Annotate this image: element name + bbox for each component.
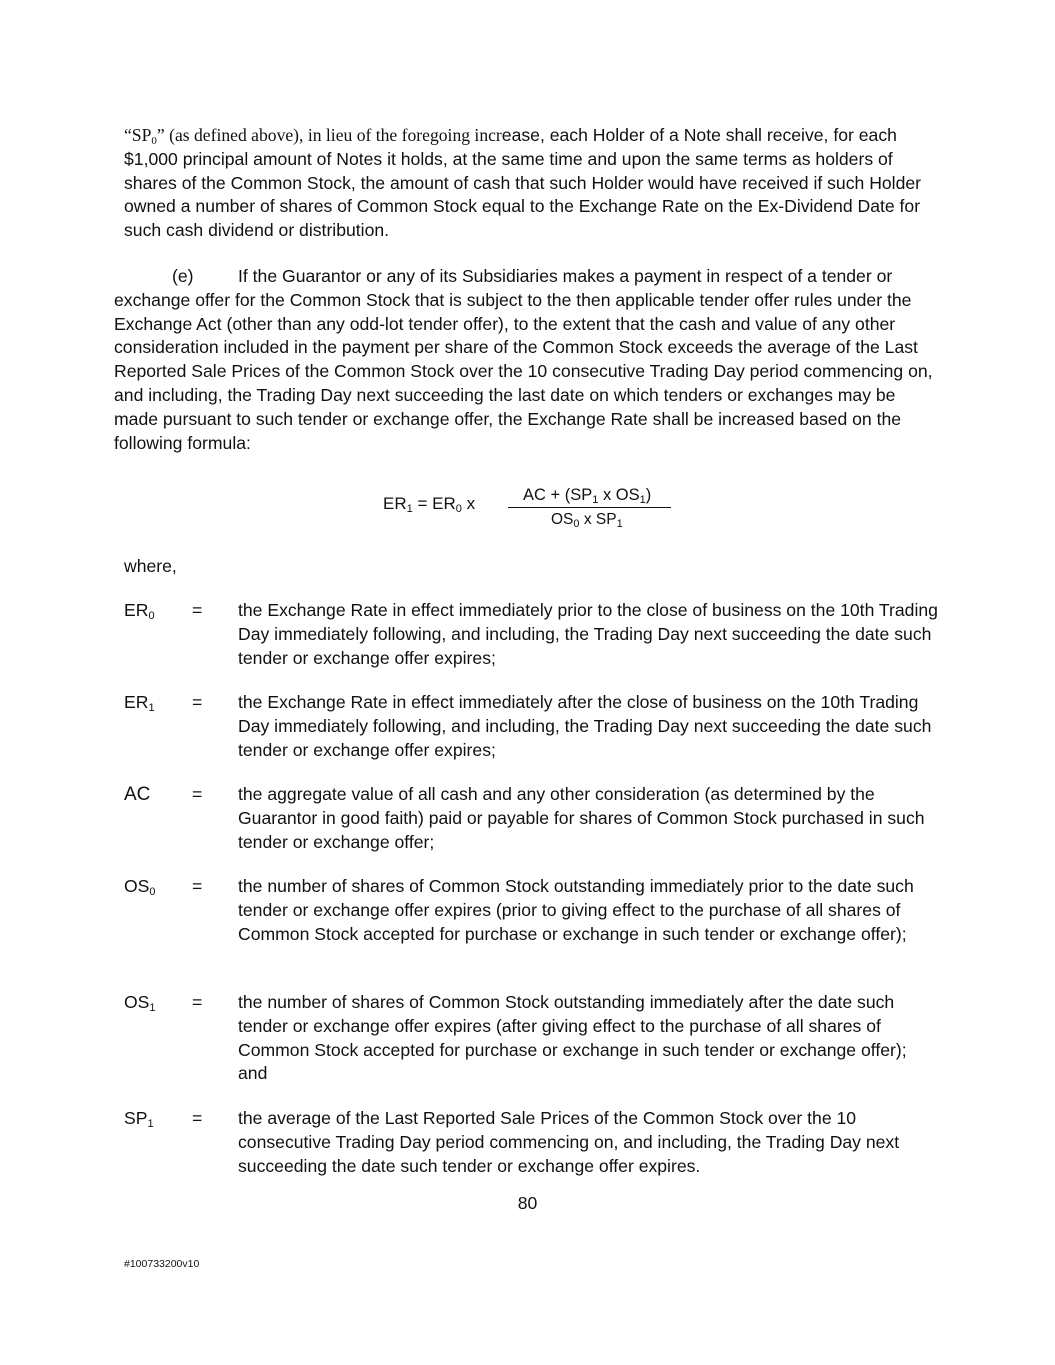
definition-equals: =	[192, 692, 203, 712]
definition-equals: =	[192, 784, 203, 804]
paragraph-serif-lead: “$SP_0$” (as defined above), in lieu of the foregoing incr	[124, 125, 502, 147]
definition-text: the number of shares of Common Stock outstanding immediately prior to the date such tender or exchange offer expires (prior to giving effect to the purchase of all shares of Common Stock accepted for purchase or exchange in such tender or exchange offer);	[238, 876, 914, 944]
definition-text: the average of the Last Reported Sale Prices of the Common Stock over the 10 consecutive Trading Day period commencing on, and including, the Trading Day next succeeding the date such tender or exchange offer expires.	[238, 1108, 900, 1176]
exchange-rate-formula	[383, 486, 683, 536]
definition-equals: =	[192, 876, 203, 896]
formula-numerator: AC + ($SP_1$ x $OS_1$)	[523, 486, 652, 506]
page-number: 80	[517, 1193, 538, 1213]
definition-equals: =	[192, 1108, 203, 1128]
definition-text: the number of shares of Common Stock outstanding immediately after the date such tender or exchange offer expires (after giving effect to the purchase of all shares of Common Stock accepted for purchase or exchange in such tender or exchange offer); and	[238, 992, 907, 1084]
paragraph-label: (e)	[172, 266, 194, 286]
definition-text: the Exchange Rate in effect immediately prior to the close of business on the 10th Trading Day immediately following, and including, the Trading Day next succeeding the date such tender or exchange offer expires;	[238, 600, 938, 668]
paragraph-continuation	[124, 124, 944, 243]
definition-sp1	[124, 1107, 944, 1178]
definition-equals: =	[192, 992, 203, 1012]
where-label: where,	[124, 556, 177, 576]
formula-lhs: $ER_1 = ER_0$ x	[383, 494, 480, 515]
definition-term: AC	[124, 784, 151, 805]
definition-text: the Exchange Rate in effect immediately after the close of business on the 10th Trading Day immediately following, and including, the Trading Day next succeeding the date such tender or exchange offer expires;	[238, 692, 932, 760]
formula-denominator: $OS_0$ x $SP_1$	[551, 511, 623, 530]
definition-term: $ER_1$	[124, 692, 155, 714]
definition-er0	[124, 599, 944, 670]
definition-term: $OS_0$	[124, 876, 156, 898]
document-id-footer: #100733200v10	[124, 1258, 200, 1270]
paragraph-e-body: If the Guarantor or any of its Subsidiaries makes a payment in respect of a tender or exchange offer for the Common Stock that is subject to the then applicable tender offer rules under the Exchange Act (other than any odd-lot tender offer), to the extent that the cash and value of any other consideration included in the payment per share of the Common Stock exceeds the average of the Last Reported Sale Prices of the Common Stock over the 10 consecutive Trading Day period commencing on, and including, the Trading Day next succeeding the last date on which tenders or exchanges may be made pursuant to such tender or exchange offer, the Exchange Rate shall be increased based on the following formula:	[114, 266, 933, 453]
paragraph-body: ease, each Holder of a Note shall receive, for each $1,000 principal amount of Notes it holds, at the same time and upon the same terms as holders of shares of the Common Stock, the amount of cash that such Holder would have received if such Holder owned a number of shares of Common Stock equal to the Exchange Rate on the Ex-Dividend Date for such cash dividend or distribution.	[124, 125, 922, 241]
definition-text: the aggregate value of all cash and any other consideration (as determined by the Guarantor in good faith) paid or payable for shares of Common Stock purchased in such tender or exchange offer;	[238, 784, 925, 852]
definition-er1	[124, 691, 944, 762]
fraction-bar	[508, 507, 671, 508]
definition-ac	[124, 783, 944, 854]
definition-os0	[124, 875, 944, 946]
definition-equals: =	[192, 600, 203, 620]
paragraph-e	[114, 265, 944, 455]
definition-term: $ER_0$	[124, 600, 155, 622]
definition-term: $OS_1$	[124, 992, 156, 1014]
definition-term: $SP_1$	[124, 1108, 154, 1130]
definition-os1	[124, 991, 944, 1086]
